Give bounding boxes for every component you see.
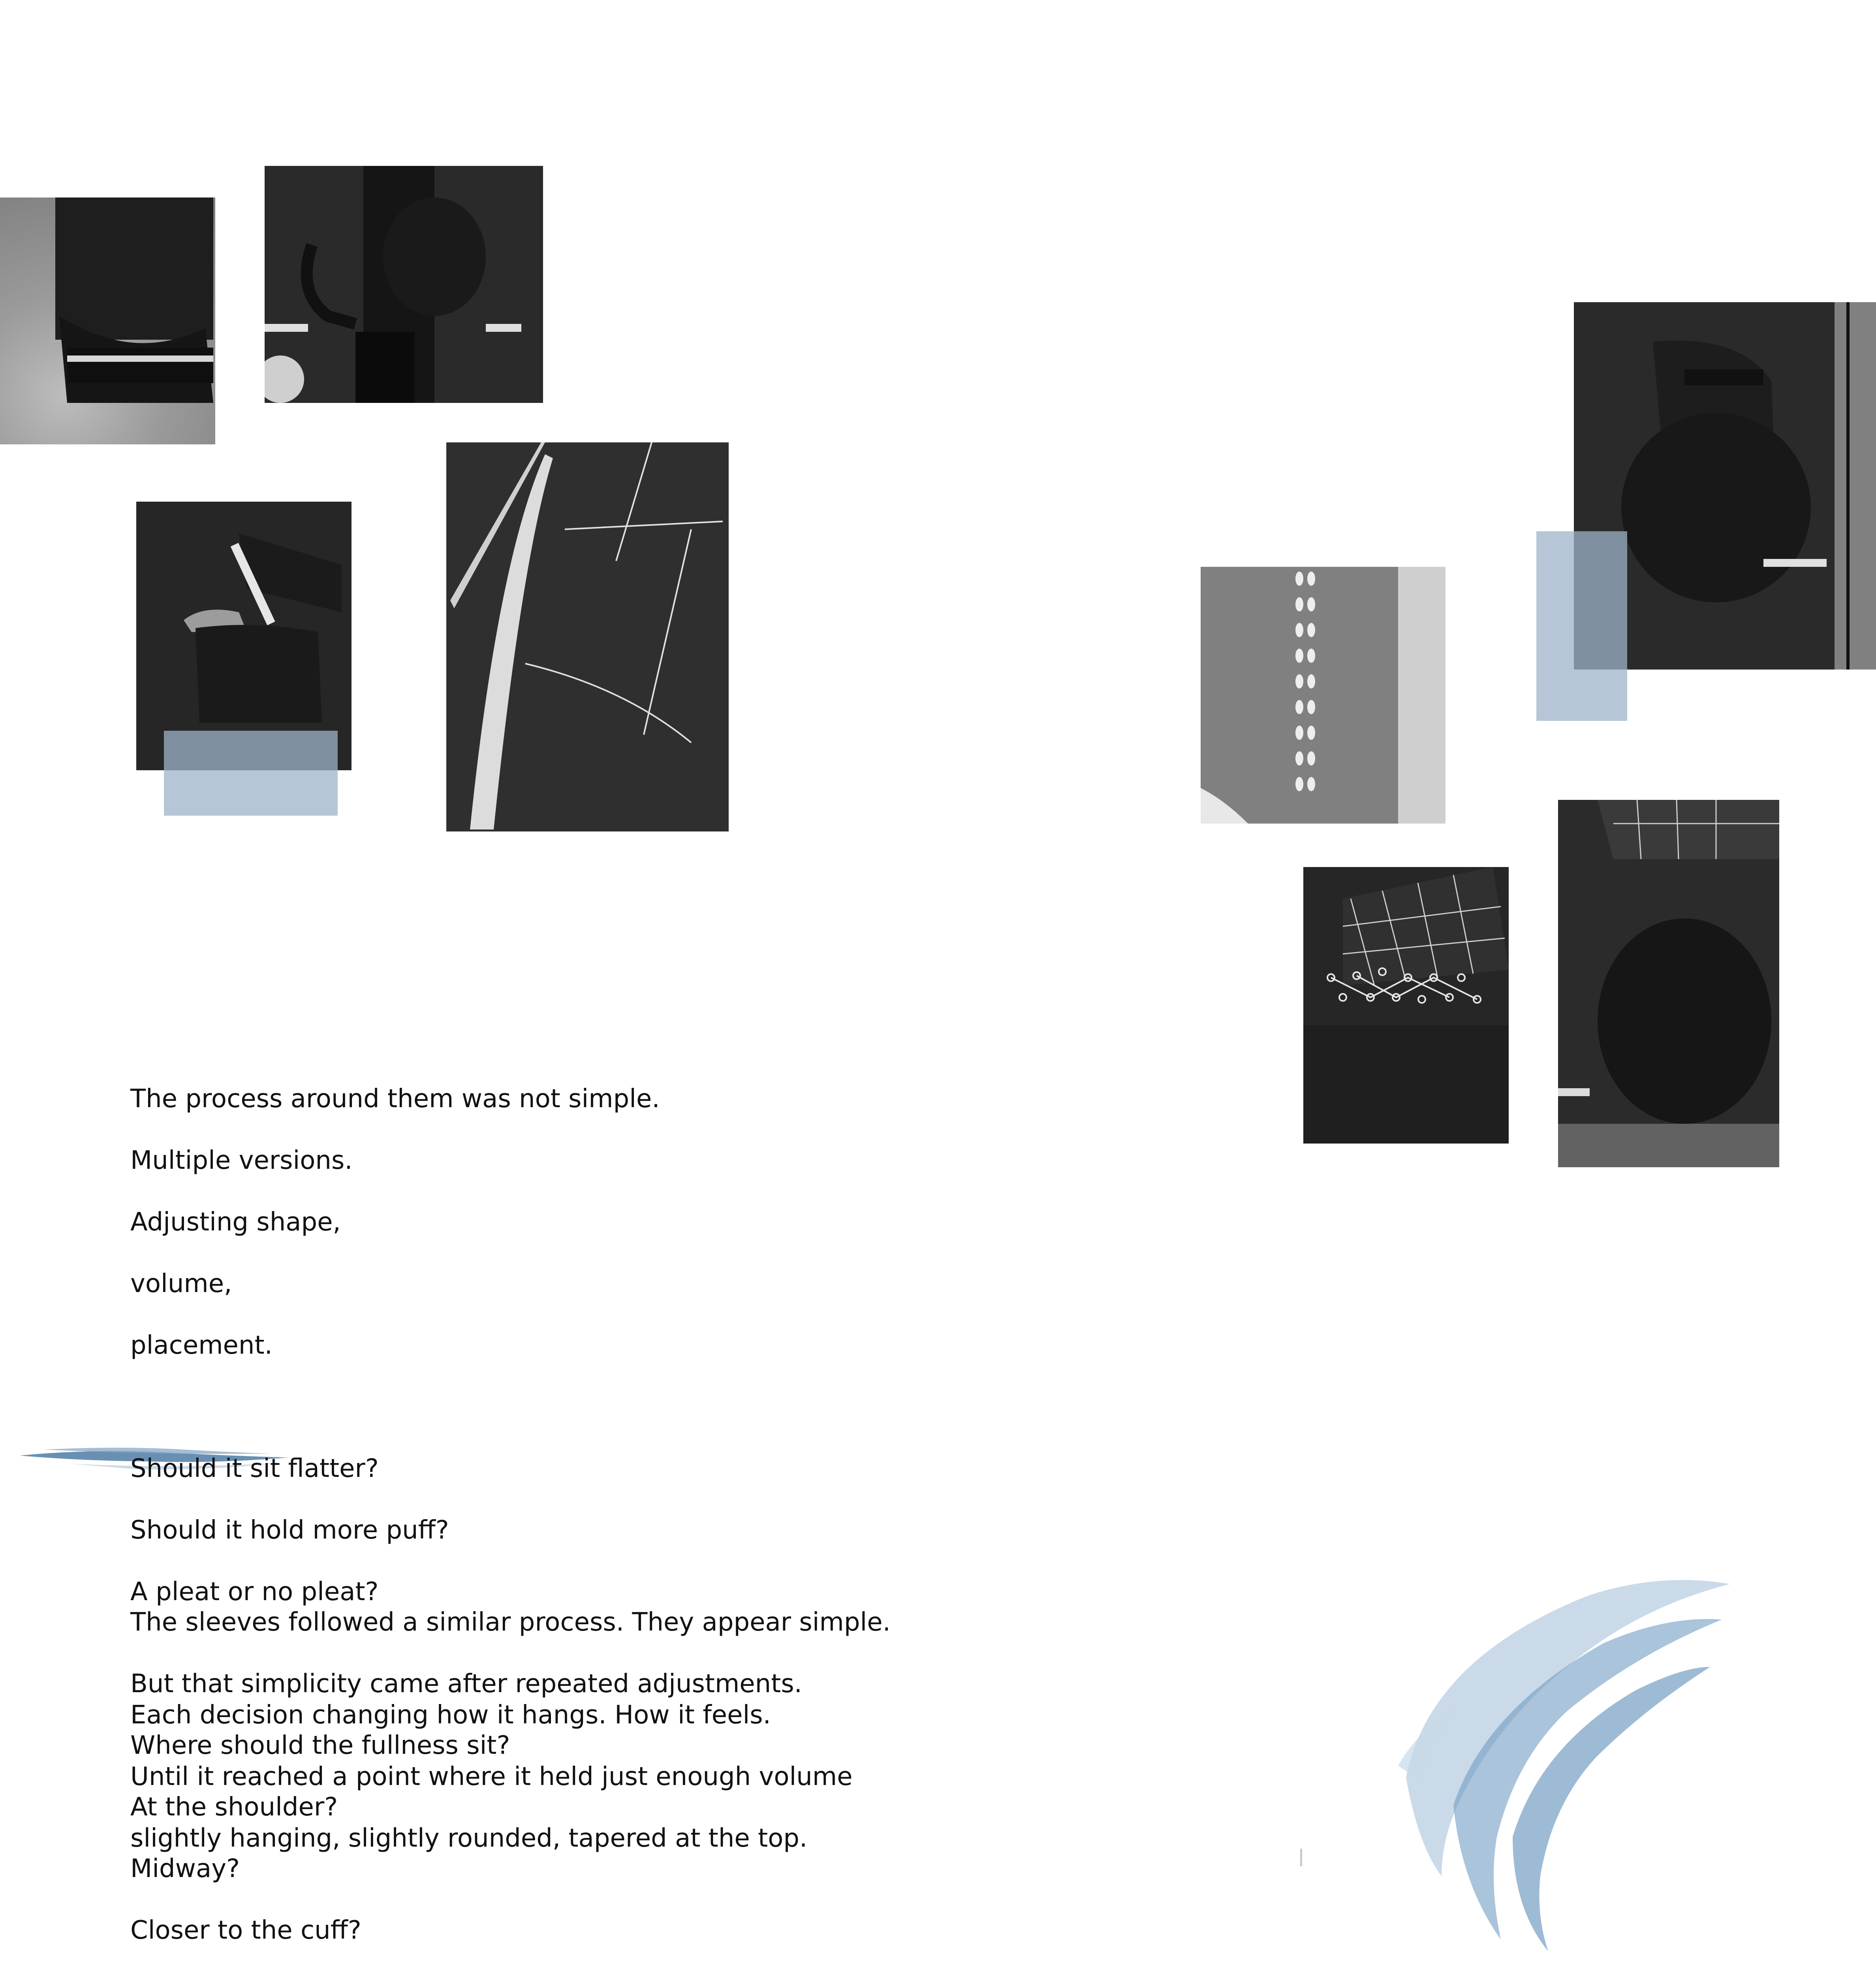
text-line: The process around them was not simple. — [130, 1084, 660, 1114]
photo-grid-eyelets — [1303, 867, 1509, 1144]
text-line: Until it reached a point where it held just enough volume — [130, 1762, 853, 1791]
text-line: A pleat or no pleat? — [130, 1577, 379, 1606]
text-line: Multiple versions. — [130, 1146, 353, 1175]
text-line: Adjusting shape, — [130, 1208, 341, 1237]
text-line: At the shoulder? — [130, 1793, 338, 1822]
text-line: placement. — [130, 1331, 273, 1360]
text-line: Closer to the cuff? — [130, 1916, 361, 1945]
photo-sleeve-cuff-floor — [0, 198, 215, 444]
photo-fabric-stitch-detail — [1201, 567, 1446, 824]
text-line: Where should the fullness sit? — [130, 1731, 510, 1760]
photo-jacket-pocket-front — [265, 166, 543, 403]
text-line: Should it hold more puff? — [130, 1516, 449, 1545]
text-line: volume, — [130, 1269, 232, 1298]
text-line: Midway? — [130, 1854, 240, 1883]
brush-stroke-large — [1382, 1560, 1758, 1955]
photo-pocket-side-checked — [1558, 800, 1779, 1167]
photo-hand-in-pocket — [136, 502, 352, 770]
accent-block-left — [164, 731, 338, 816]
text-line: The sleeves followed a similar process. They appear simple. — [130, 1608, 891, 1637]
photo-pattern-ruler — [446, 442, 729, 831]
text-line: Should it sit flatter? — [130, 1454, 379, 1483]
text-line: But that simplicity came after repeated adjustments. — [130, 1669, 802, 1698]
accent-block-right — [1536, 531, 1627, 721]
text-line: Each decision changing how it hangs. How it feels. — [130, 1700, 771, 1730]
paragraph-gap — [130, 1392, 999, 1422]
text-line: slightly hanging, slightly rounded, tapered at the top. — [130, 1824, 808, 1853]
vertical-tick-mark — [1300, 1849, 1302, 1866]
text-block-sleeves — [130, 1576, 1039, 1975]
